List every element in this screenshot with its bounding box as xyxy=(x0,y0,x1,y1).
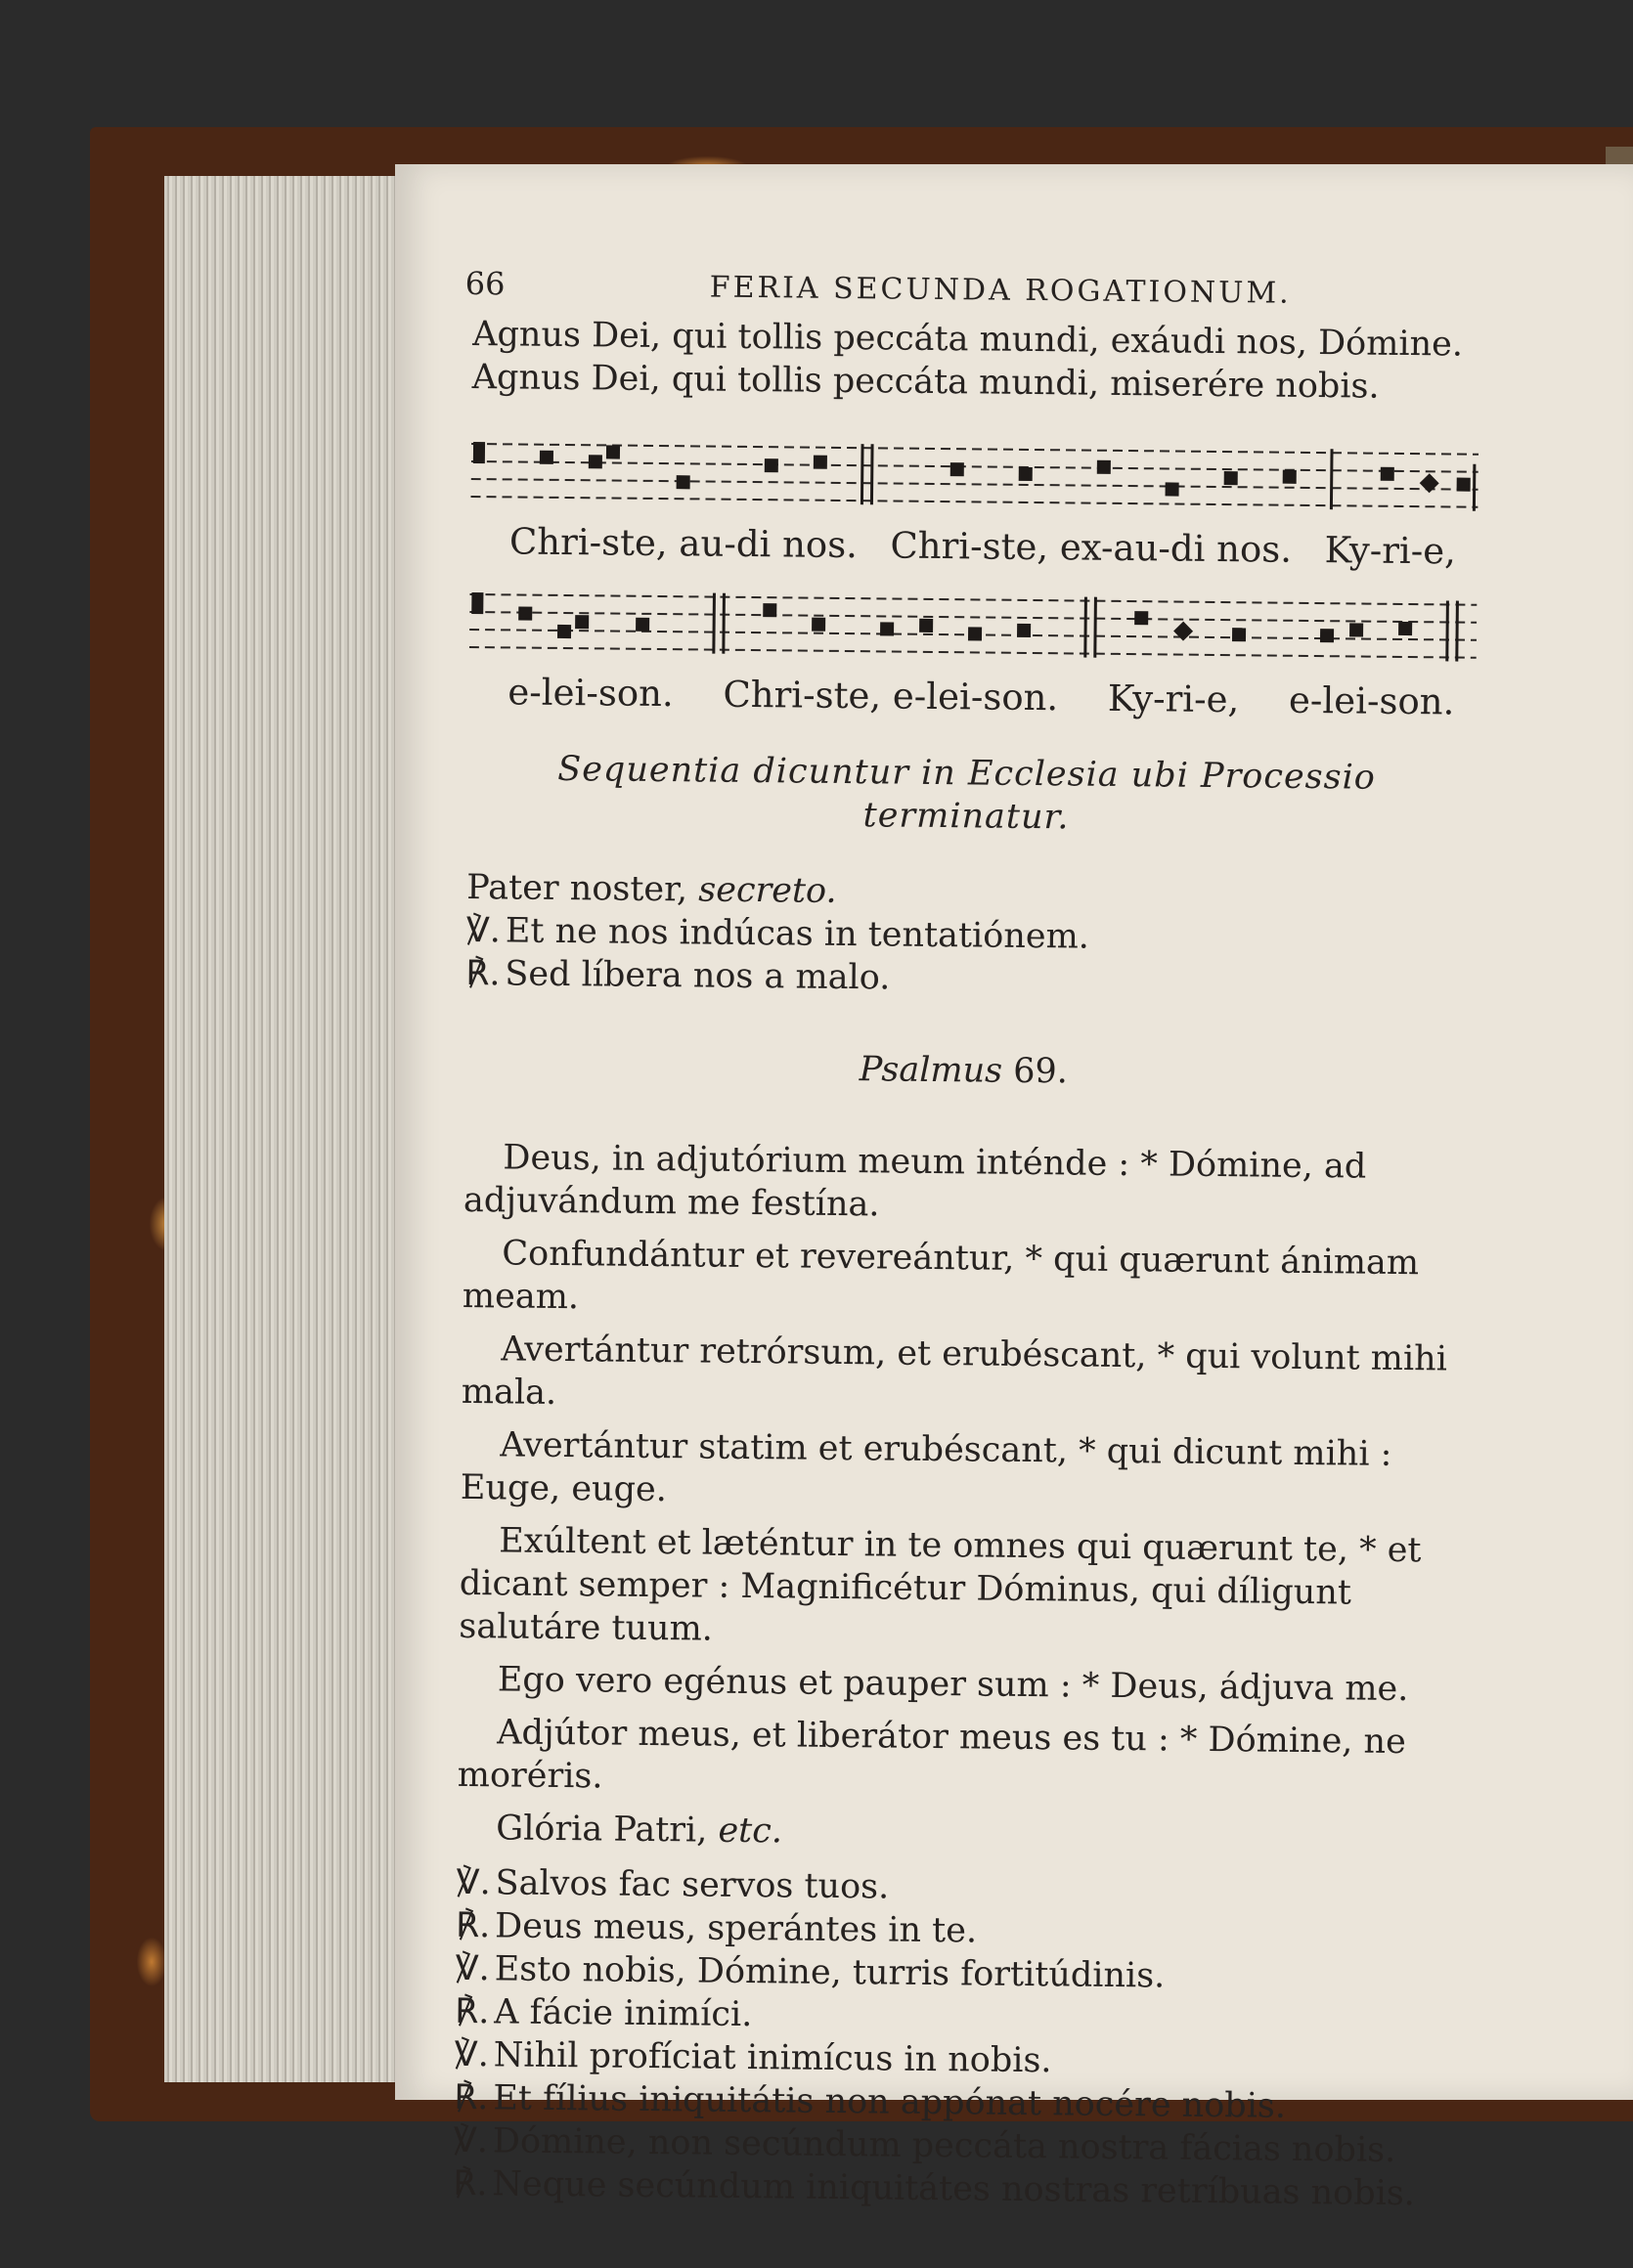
chant-staff-2 xyxy=(469,585,1478,674)
chant-staff-1 xyxy=(470,434,1479,523)
gloria-patri xyxy=(457,1807,1454,1860)
psalm-verse: Exúltent et læténtur in te omnes qui quærunt te, * et dicant semper : Magnificétur Dóminus, qui díligunt salutáre tuum. xyxy=(459,1521,1422,1649)
response-text: Deus meus, sperántes in te. xyxy=(494,1906,978,1951)
psalm-label: Psalmus xyxy=(859,1050,1003,1091)
lyric-segment: e-lei-son. xyxy=(508,671,674,716)
response-text: Et fílius iniquitátis non appónat nocére nobis. xyxy=(493,2078,1287,2126)
lyric-segment: Chri-ste, ex-au-di nos. xyxy=(890,524,1293,571)
closing-versicles xyxy=(453,1861,1454,2216)
lyric-segment: Ky-ri-e, xyxy=(1324,529,1457,573)
response-symbol: ℟. xyxy=(455,1991,490,2032)
response xyxy=(465,952,1463,1006)
versicle-symbol: ℣. xyxy=(455,1948,491,1989)
rubric: Sequentia dicuntur in Ecclesia ubi Processio terminatur. xyxy=(557,749,1377,838)
psalm-verse: Avertántur statim et erubéscant, * qui dicunt mihi : Euge, euge. xyxy=(460,1425,1392,1510)
versicle-symbol: ℣. xyxy=(454,2034,490,2075)
lyric-segment: Ky-ri-e, xyxy=(1107,676,1240,721)
versicle-text: Nihil profíciat inimícus in nobis. xyxy=(493,2035,1052,2081)
book-page xyxy=(395,164,1633,2214)
versicle-symbol: ℣. xyxy=(456,1862,491,1903)
psalm-verse: Confundántur et revereántur, * qui quærunt ánimam meam. xyxy=(462,1234,1420,1318)
versicle-symbol: ℣. xyxy=(465,910,502,951)
psalm-number: 69. xyxy=(1013,1051,1069,1092)
agnus-line-2: Agnus Dei, qui tollis peccáta mundi, miserére nobis. xyxy=(471,357,1380,407)
psalm-verse: Deus, in adjutórium meum inténde : * Dómine, ad adjuvándum me festína. xyxy=(463,1138,1367,1225)
psalm-verse: Adjútor meus, et liberátor meus es tu : * Dómine, ne moréris. xyxy=(457,1713,1407,1797)
psalm-verse: Avertántur retrórsum, et erubéscant, * qui volunt mihi mala. xyxy=(461,1330,1448,1413)
pater-italic: secreto. xyxy=(698,870,837,911)
response-symbol: ℟. xyxy=(453,2163,488,2204)
lyric-segment: e-lei-son. xyxy=(1288,678,1455,723)
chant-lyrics-2 xyxy=(468,671,1466,724)
versicle-text: Dómine, non secúndum peccáta nostra fácias nobis. xyxy=(492,2121,1396,2170)
response-text: Neque secúndum iniquitátes nostras retríbuas nobis. xyxy=(492,2164,1416,2214)
lyric-segment: Chri-ste, au-di nos. xyxy=(508,520,859,567)
versicle-text: Esto nobis, Dómine, turris fortitúdinis. xyxy=(494,1949,1166,1996)
clef-mark xyxy=(473,442,485,463)
psalm-verses xyxy=(457,1136,1462,1860)
response-symbol: ℟. xyxy=(454,2077,489,2118)
gloria-italic: etc. xyxy=(718,1810,783,1852)
chant-lyrics-1 xyxy=(470,520,1468,574)
psalm-title xyxy=(464,1044,1462,1098)
page-number: 66 xyxy=(464,264,506,303)
header-title: FERIA SECUNDA ROGATIONUM. xyxy=(709,270,1292,311)
response xyxy=(453,2162,1450,2216)
gloria-text: Glória Patri, xyxy=(496,1809,708,1851)
response-text: A fácie inimíci. xyxy=(494,1992,753,2035)
pater-text: Pater noster, xyxy=(466,867,688,910)
page-stack-edge xyxy=(164,176,397,2082)
running-header xyxy=(465,262,1471,318)
clef-mark xyxy=(471,592,483,614)
page-content xyxy=(453,262,1471,2216)
chant-notation xyxy=(468,434,1469,724)
response-text: Sed líbera nos a malo. xyxy=(505,954,891,998)
response-symbol: ℟. xyxy=(465,953,501,994)
response-symbol: ℟. xyxy=(455,1905,491,1946)
psalm-verse: Ego vero egénus et pauper sum : * Deus, ádjuva me. xyxy=(497,1660,1409,1710)
spine-strip xyxy=(1606,147,1633,166)
versicle-text: Salvos fac servos tuos. xyxy=(495,1863,890,1907)
agnus-line-1: Agnus Dei, qui tollis peccáta mundi, exáudi nos, Dómine. xyxy=(472,314,1464,365)
lyric-segment: Chri-ste, e-lei-son. xyxy=(723,673,1059,720)
versicle-text: Et ne nos indúcas in tentatiónem. xyxy=(505,911,1090,957)
versicle-symbol: ℣. xyxy=(453,2120,489,2161)
